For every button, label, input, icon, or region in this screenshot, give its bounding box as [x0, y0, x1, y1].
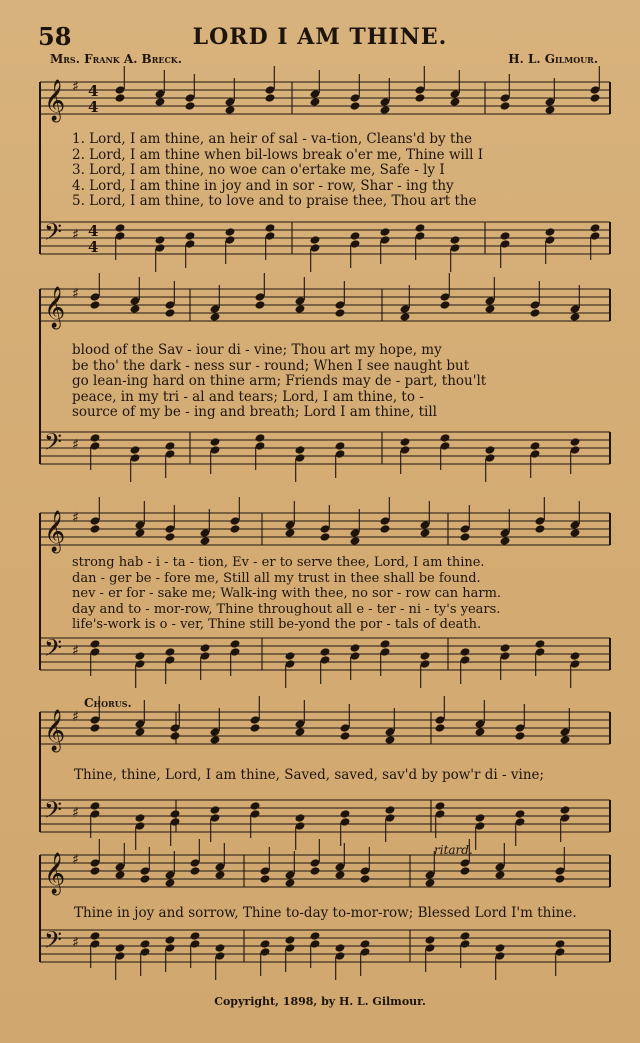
note-head — [215, 870, 226, 880]
note-head — [310, 866, 321, 876]
note-head — [310, 235, 321, 245]
note-head — [380, 524, 391, 534]
note-head — [295, 304, 306, 314]
note-head — [435, 801, 446, 811]
note-head — [255, 433, 266, 443]
note-head — [545, 105, 556, 115]
sharp-icon: ♯ — [72, 805, 79, 821]
lyric-line: peace, in my tri - al and tears; Lord, I am thine, to - — [72, 388, 424, 405]
note-head — [215, 943, 226, 953]
sharp-icon: ♯ — [72, 510, 79, 526]
note-head — [265, 223, 276, 233]
note-head — [190, 931, 201, 941]
bass-clef-icon: 𝄢 — [44, 796, 63, 829]
note-head — [135, 727, 146, 737]
note-head — [90, 433, 101, 443]
sharp-icon: ♯ — [72, 79, 79, 95]
treble-clef-icon: 𝄞 — [44, 511, 66, 552]
sharp-icon: ♯ — [72, 286, 79, 302]
note-head — [165, 878, 176, 888]
note-head — [165, 532, 176, 542]
note-head — [90, 801, 101, 811]
note-head — [155, 97, 166, 107]
note-head — [285, 935, 296, 945]
note-head — [295, 445, 306, 455]
time-signature-denominator: 4 — [88, 98, 99, 116]
note-head — [560, 735, 571, 745]
note-head — [515, 731, 526, 741]
note-head — [320, 647, 331, 657]
note-head — [115, 223, 126, 233]
note-head — [295, 813, 306, 823]
note-head — [135, 651, 146, 661]
lyric-line: strong hab - i - ta - tion, Ev - er to serve thee, Lord, I am thine. — [72, 555, 485, 570]
note-head — [500, 536, 511, 546]
treble-clef-icon: 𝄞 — [44, 710, 66, 751]
note-head — [545, 227, 556, 237]
note-head — [340, 809, 351, 819]
note-head — [210, 437, 221, 447]
note-head — [380, 105, 391, 115]
note-head — [155, 235, 166, 245]
note-head — [570, 437, 581, 447]
note-head — [335, 441, 346, 451]
note-head — [115, 870, 126, 880]
lyric-line: 1. Lord, I am thine, an heir of sal - va-tion, Cleans'd by the — [72, 131, 473, 147]
note-head — [210, 735, 221, 745]
note-head — [130, 304, 141, 314]
note-head — [360, 939, 371, 949]
note-head — [495, 943, 506, 953]
note-head — [165, 935, 176, 945]
note-head — [535, 639, 546, 649]
lyric-line: go lean-ing hard on thine arm; Friends may de - part, thou'lt — [72, 373, 487, 389]
bass-clef-icon: 𝄢 — [44, 218, 63, 251]
note-head — [210, 805, 221, 815]
note-head — [265, 93, 276, 103]
note-head — [440, 433, 451, 443]
note-head — [460, 931, 471, 941]
note-head — [185, 231, 196, 241]
lyric-line: nev - er for - sake me; Walk-ing with thee, no sor - row can harm. — [72, 586, 502, 601]
note-head — [260, 874, 271, 884]
lyric-line: 2. Lord, I am thine when bil-lows break o'er me, Thine will I — [72, 146, 484, 163]
note-head — [165, 441, 176, 451]
note-head — [460, 866, 471, 876]
note-head — [560, 805, 571, 815]
note-head — [90, 300, 101, 310]
note-head — [590, 93, 601, 103]
note-head — [255, 300, 266, 310]
treble-clef-icon: 𝄞 — [44, 287, 66, 328]
note-head — [485, 445, 496, 455]
note-head — [380, 227, 391, 237]
composer-credit: H. L. Gilmour. — [508, 52, 598, 66]
sharp-icon: ♯ — [72, 643, 79, 659]
note-head — [90, 866, 101, 876]
note-head — [570, 312, 581, 322]
time-signature-denominator: 4 — [88, 238, 99, 256]
note-head — [310, 97, 321, 107]
note-head — [250, 801, 261, 811]
bass-clef-icon: 𝄢 — [44, 926, 63, 959]
note-head — [420, 528, 431, 538]
ritard-marking: ritard. — [434, 843, 473, 857]
note-head — [360, 874, 371, 884]
note-head — [185, 101, 196, 111]
note-head — [590, 223, 601, 233]
chorus-line-2: Thine in joy and sorrow, Thine to-day to-mor-row; Blessed Lord I'm thine. — [74, 905, 577, 921]
note-head — [250, 723, 261, 733]
note-head — [230, 524, 241, 534]
note-head — [495, 870, 506, 880]
note-head — [140, 939, 151, 949]
verse-lines-system-3 — [72, 555, 501, 633]
note-head — [460, 647, 471, 657]
note-head — [500, 643, 511, 653]
note-head — [400, 437, 411, 447]
note-head — [530, 308, 541, 318]
note-head — [170, 809, 181, 819]
note-head — [210, 312, 221, 322]
lyric-line: source of my be - ing and breath; Lord I am thine, till — [72, 404, 437, 420]
note-head — [475, 813, 486, 823]
note-head — [350, 643, 361, 653]
lyric-line: be tho' the dark - ness sur - round; When I see naught but — [72, 357, 470, 374]
note-head — [425, 935, 436, 945]
page-number: 58 — [38, 22, 72, 51]
note-head — [320, 532, 331, 542]
hymn-title: LORD I AM THINE. — [192, 24, 448, 50]
verse-lines-system-1 — [72, 132, 483, 210]
note-head — [450, 235, 461, 245]
lyric-line: life's-work is o - ver, Thine still be-yond the por - tals of death. — [72, 617, 482, 632]
note-head — [225, 227, 236, 237]
note-head — [530, 441, 541, 451]
note-head — [450, 97, 461, 107]
sharp-icon: ♯ — [72, 437, 79, 453]
sharp-icon: ♯ — [72, 852, 79, 868]
note-head — [350, 101, 361, 111]
note-head — [535, 524, 546, 534]
note-head — [200, 643, 211, 653]
note-head — [140, 874, 151, 884]
note-head — [170, 731, 181, 741]
note-head — [285, 528, 296, 538]
note-head — [570, 651, 581, 661]
note-head — [165, 647, 176, 657]
note-head — [425, 878, 436, 888]
note-head — [400, 312, 411, 322]
time-signature-numerator: 4 — [88, 82, 99, 100]
treble-clef-icon: 𝄞 — [44, 80, 66, 121]
lyricist-credit: Mrs. Frank A. Breck. — [50, 52, 182, 66]
bass-clef-icon: 𝄢 — [44, 428, 63, 461]
lyric-line: dan - ger be - fore me, Still all my trust in thee shall be found. — [72, 570, 481, 586]
note-head — [90, 639, 101, 649]
verse-lines-system-2 — [72, 343, 486, 421]
note-head — [335, 943, 346, 953]
note-head — [485, 304, 496, 314]
note-head — [130, 445, 141, 455]
note-head — [420, 651, 431, 661]
note-head — [500, 101, 511, 111]
note-head — [310, 931, 321, 941]
note-head — [90, 524, 101, 534]
note-head — [385, 735, 396, 745]
note-head — [380, 639, 391, 649]
note-head — [350, 231, 361, 241]
sharp-icon: ♯ — [72, 935, 79, 951]
note-head — [460, 532, 471, 542]
note-head — [335, 308, 346, 318]
bass-clef-icon: 𝄢 — [44, 634, 63, 667]
time-signature-numerator: 4 — [88, 222, 99, 240]
note-head — [115, 93, 126, 103]
note-head — [570, 528, 581, 538]
note-head — [165, 308, 176, 318]
chorus-line-1: Thine, thine, Lord, I am thine, Saved, saved, sav'd by pow'r di - vine; — [74, 767, 545, 783]
note-head — [385, 805, 396, 815]
note-head — [340, 731, 351, 741]
note-head — [230, 639, 241, 649]
lyric-line: 4. Lord, I am thine in joy and in sor - row, Shar - ing thy — [72, 177, 454, 194]
note-head — [135, 528, 146, 538]
note-head — [260, 939, 271, 949]
note-head — [415, 223, 426, 233]
note-head — [90, 723, 101, 733]
note-head — [285, 878, 296, 888]
note-head — [135, 813, 146, 823]
note-head — [335, 870, 346, 880]
note-head — [295, 727, 306, 737]
note-head — [555, 874, 566, 884]
note-head — [225, 105, 236, 115]
note-head — [115, 943, 126, 953]
chorus-label: Chorus. — [84, 696, 132, 710]
note-head — [415, 93, 426, 103]
note-head — [200, 536, 211, 546]
lyric-line: 3. Lord, I am thine, no woe can o'ertake me, Safe - ly I — [72, 162, 445, 178]
note-head — [555, 939, 566, 949]
sharp-icon: ♯ — [72, 709, 79, 725]
note-head — [285, 651, 296, 661]
treble-clef-icon: 𝄞 — [44, 853, 66, 894]
lyric-line: blood of the Sav - iour di - vine; Thou art my hope, my — [72, 342, 442, 358]
sharp-icon: ♯ — [72, 227, 79, 243]
note-head — [515, 809, 526, 819]
note-head — [435, 723, 446, 733]
note-head — [500, 231, 511, 241]
note-head — [90, 931, 101, 941]
lyric-line: 5. Lord, I am thine, to love and to praise thee, Thou art the — [72, 193, 477, 209]
lyric-line: day and to - mor-row, Thine throughout all e - ter - ni - ty's years. — [72, 601, 501, 617]
note-head — [190, 866, 201, 876]
copyright-notice: Copyright, 1898, by H. L. Gilmour. — [214, 995, 426, 1008]
note-head — [475, 727, 486, 737]
note-head — [350, 536, 361, 546]
note-head — [440, 300, 451, 310]
